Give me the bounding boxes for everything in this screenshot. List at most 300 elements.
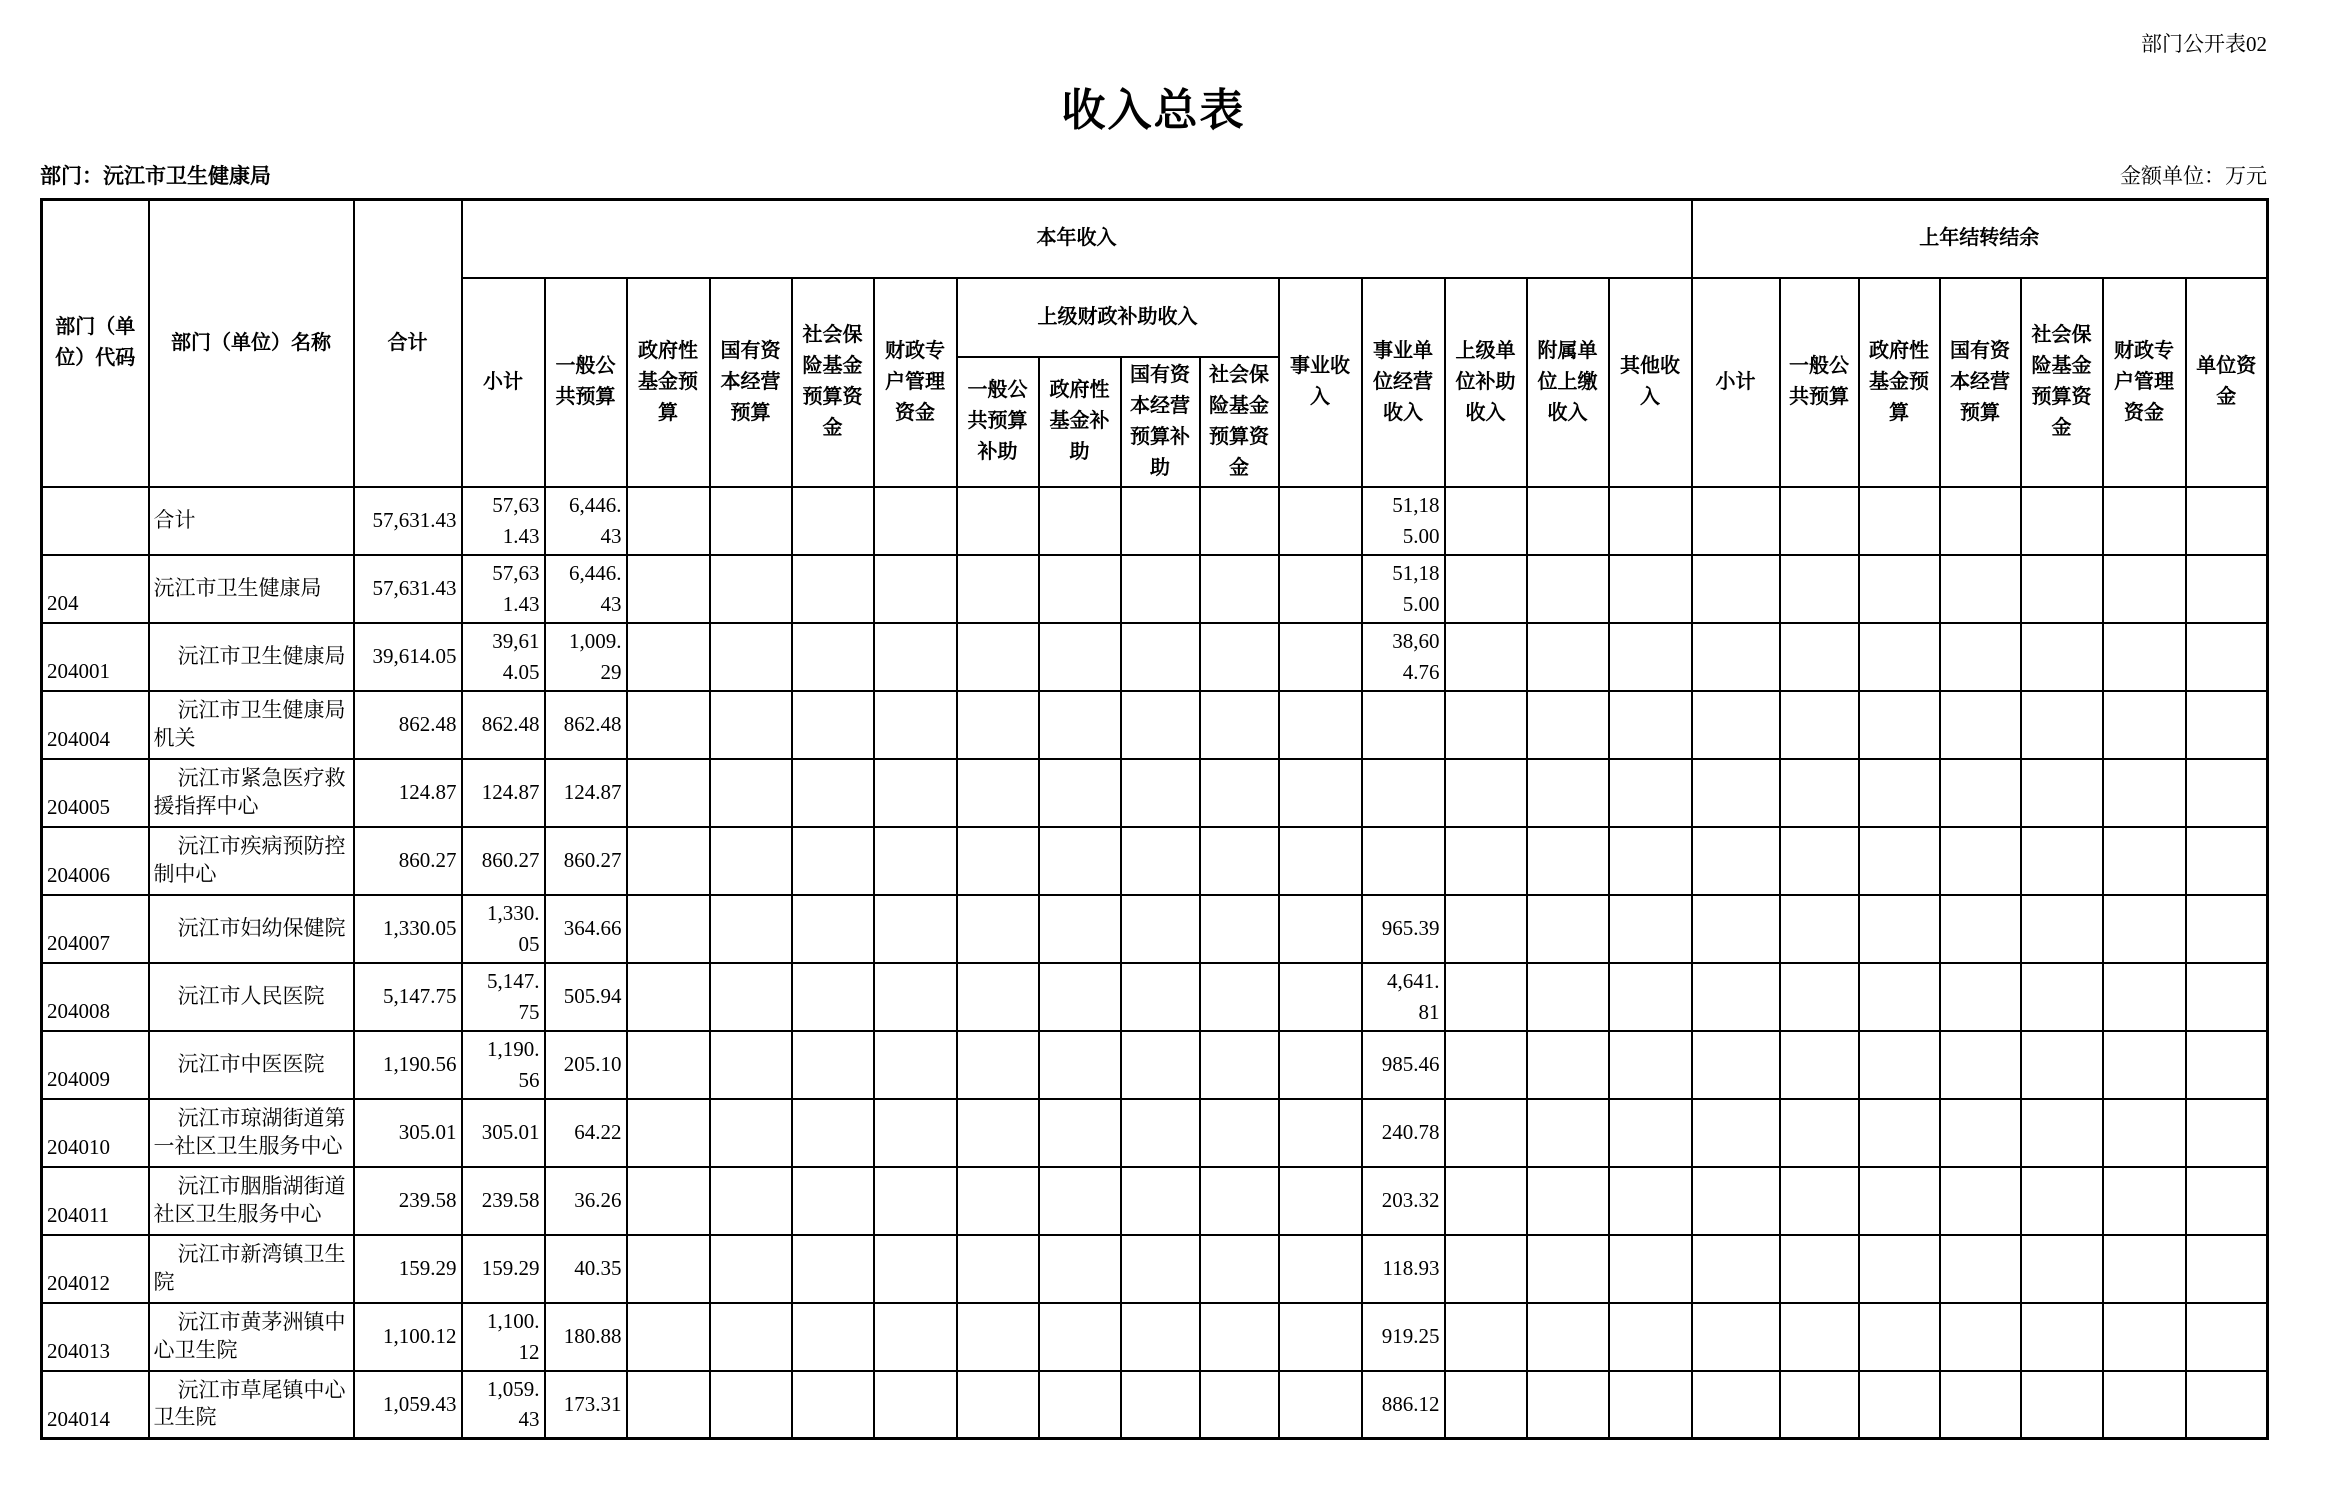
cell-sub-socins [1200,1031,1279,1099]
cell-affiliate [1527,691,1609,759]
cell-sub-general [957,1303,1039,1371]
cell-py-fiscal [2103,1031,2186,1099]
cell-cy-socins [792,1031,874,1099]
cell-py-socins [2021,759,2103,827]
cell-sub-govfund [1039,827,1121,895]
table-row [42,1235,2268,1303]
cell-cy-socins [792,895,874,963]
cell-sub-socins [1200,691,1279,759]
cell-py-statecap [1940,691,2021,759]
cell-affiliate [1527,1371,1609,1439]
cell-cy-socins [792,691,874,759]
cell-cy-fiscal [874,1235,957,1303]
col-header-sub-social-insurance-fund: 社会保险基金预算资金 [1200,357,1279,487]
cell-py-socins [2021,691,2103,759]
table-row [42,555,2268,623]
cell-sub-govfund [1039,487,1121,555]
cell-cy-general: 6,446.43 [545,487,627,555]
cell-sub-general [957,895,1039,963]
unit-name-cell: 沅江市人民医院 [149,963,354,1031]
cell-affiliate [1527,1099,1609,1167]
cell-cy-subtotal: 124.87 [462,759,545,827]
cell-py-subtotal [1692,1031,1780,1099]
cell-py-unit [2186,487,2268,555]
cell-sub-socins [1200,1099,1279,1167]
cell-py-statecap [1940,895,2021,963]
cell-service [1279,623,1362,691]
cell-operating: 51,185.00 [1362,487,1445,555]
cell-upper-unit [1445,759,1527,827]
cell-py-general [1780,759,1859,827]
unit-code-cell: 204001 [42,623,149,691]
cell-cy-govfund [627,1167,710,1235]
cell-py-statecap [1940,759,2021,827]
cell-cy-subtotal: 5,147.75 [462,963,545,1031]
cell-operating: 965.39 [1362,895,1445,963]
cell-sub-statecap [1121,1099,1200,1167]
table-row [42,895,2268,963]
cell-py-subtotal [1692,895,1780,963]
cell-py-unit [2186,555,2268,623]
cell-cy-subtotal: 305.01 [462,1099,545,1167]
col-header-sub-state-capital-subsidy: 国有资本经营预算补助 [1121,357,1200,487]
cell-cy-socins [792,759,874,827]
cell-py-subtotal [1692,827,1780,895]
cell-cy-statecap [710,1167,792,1235]
cell-total: 39,614.05 [354,623,462,691]
unit-code-cell: 204 [42,555,149,623]
cell-py-socins [2021,895,2103,963]
cell-affiliate [1527,963,1609,1031]
table-row [42,691,2268,759]
table-row [42,1167,2268,1235]
cell-cy-statecap [710,895,792,963]
cell-cy-subtotal: 239.58 [462,1167,545,1235]
cell-py-unit [2186,623,2268,691]
cell-upper-unit [1445,827,1527,895]
unit-code-cell: 204014 [42,1371,149,1439]
cell-cy-subtotal: 860.27 [462,827,545,895]
cell-py-subtotal [1692,1371,1780,1439]
col-header-unit-code: 部门（单位）代码 [42,200,149,487]
cell-py-unit [2186,1031,2268,1099]
cell-sub-general [957,487,1039,555]
col-header-affiliated-unit-income: 附属单位上缴收入 [1527,278,1609,487]
col-header-sub-gov-fund-subsidy: 政府性基金补助 [1039,357,1121,487]
cell-cy-govfund [627,555,710,623]
cell-upper-unit [1445,963,1527,1031]
col-header-py-social-insurance-fund: 社会保险基金预算资金 [2021,278,2103,487]
cell-cy-fiscal [874,1303,957,1371]
cell-cy-govfund [627,827,710,895]
unit-code-cell: 204009 [42,1031,149,1099]
cell-cy-govfund [627,759,710,827]
col-header-operating-income: 事业单位经营收入 [1362,278,1445,487]
cell-cy-fiscal [874,623,957,691]
unit-name-cell: 沅江市中医医院 [149,1031,354,1099]
cell-sub-govfund [1039,1235,1121,1303]
cell-other [1609,963,1692,1031]
cell-cy-statecap [710,827,792,895]
cell-py-general [1780,1303,1859,1371]
cell-sub-general [957,623,1039,691]
cell-total: 305.01 [354,1099,462,1167]
cell-cy-fiscal [874,1099,957,1167]
cell-py-subtotal [1692,623,1780,691]
cell-cy-general: 364.66 [545,895,627,963]
cell-py-govfund [1859,1235,1940,1303]
col-header-other-income: 其他收入 [1609,278,1692,487]
cell-total: 57,631.43 [354,487,462,555]
cell-operating: 38,604.76 [1362,623,1445,691]
table-row [42,1031,2268,1099]
cell-sub-govfund [1039,691,1121,759]
cell-py-general [1780,555,1859,623]
cell-cy-socins [792,1235,874,1303]
cell-operating: 240.78 [1362,1099,1445,1167]
cell-cy-statecap [710,487,792,555]
cell-cy-fiscal [874,895,957,963]
cell-sub-govfund [1039,759,1121,827]
cell-cy-subtotal: 862.48 [462,691,545,759]
cell-py-fiscal [2103,963,2186,1031]
cell-other [1609,1371,1692,1439]
cell-sub-statecap [1121,555,1200,623]
cell-py-statecap [1940,1235,2021,1303]
cell-cy-general: 1,009.29 [545,623,627,691]
col-header-cy-social-insurance-fund: 社会保险基金预算资金 [792,278,874,487]
cell-total: 1,190.56 [354,1031,462,1099]
unit-code-cell: 204006 [42,827,149,895]
cell-py-subtotal [1692,759,1780,827]
unit-code-cell: 204013 [42,1303,149,1371]
cell-upper-unit [1445,555,1527,623]
cell-service [1279,895,1362,963]
col-header-cy-fiscal-special-account: 财政专户管理资金 [874,278,957,487]
cell-total: 862.48 [354,691,462,759]
unit-code-cell: 204012 [42,1235,149,1303]
cell-service [1279,827,1362,895]
cell-operating: 919.25 [1362,1303,1445,1371]
cell-operating [1362,691,1445,759]
cell-upper-unit [1445,895,1527,963]
cell-py-statecap [1940,623,2021,691]
cell-cy-socins [792,963,874,1031]
cell-cy-general: 205.10 [545,1031,627,1099]
cell-cy-general: 505.94 [545,963,627,1031]
cell-sub-statecap [1121,1371,1200,1439]
cell-upper-unit [1445,1031,1527,1099]
col-header-py-gov-fund-budget: 政府性基金预算 [1859,278,1940,487]
cell-py-unit [2186,759,2268,827]
cell-sub-socins [1200,1235,1279,1303]
cell-operating: 4,641.81 [1362,963,1445,1031]
cell-py-fiscal [2103,623,2186,691]
cell-sub-govfund [1039,1167,1121,1235]
cell-affiliate [1527,1167,1609,1235]
cell-sub-statecap [1121,691,1200,759]
col-header-cy-gov-fund-budget: 政府性基金预算 [627,278,710,487]
cell-cy-subtotal: 159.29 [462,1235,545,1303]
cell-other [1609,759,1692,827]
cell-py-govfund [1859,759,1940,827]
cell-sub-general [957,1371,1039,1439]
cell-py-fiscal [2103,555,2186,623]
col-header-cy-subtotal: 小计 [462,278,545,487]
unit-code-cell [42,487,149,555]
unit-name-cell: 沅江市卫生健康局 [149,623,354,691]
department-label: 部门：沅江市卫生健康局 [40,164,271,188]
cell-sub-general [957,691,1039,759]
cell-py-fiscal [2103,487,2186,555]
cell-upper-unit [1445,1167,1527,1235]
cell-py-subtotal [1692,691,1780,759]
cell-py-statecap [1940,1167,2021,1235]
cell-cy-subtotal: 1,330.05 [462,895,545,963]
unit-name-cell: 沅江市卫生健康局 [149,555,354,623]
cell-cy-general: 860.27 [545,827,627,895]
unit-name-cell: 沅江市卫生健康局机关 [149,691,354,759]
cell-py-unit [2186,691,2268,759]
cell-service [1279,1303,1362,1371]
cell-py-unit [2186,1303,2268,1371]
cell-py-govfund [1859,1031,1940,1099]
col-header-sub-general-budget-subsidy: 一般公共预算补助 [957,357,1039,487]
cell-py-statecap [1940,1031,2021,1099]
cell-sub-socins [1200,555,1279,623]
cell-cy-subtotal: 1,100.12 [462,1303,545,1371]
unit-name-cell: 沅江市疾病预防控制中心 [149,827,354,895]
cell-sub-statecap [1121,487,1200,555]
cell-total: 1,330.05 [354,895,462,963]
cell-cy-govfund [627,691,710,759]
cell-py-statecap [1940,1099,2021,1167]
cell-cy-govfund [627,1303,710,1371]
cell-service [1279,1371,1362,1439]
cell-cy-statecap [710,623,792,691]
group-header-prior-year-carryover: 上年结转结余 [1692,200,2268,278]
cell-cy-subtotal: 39,614.05 [462,623,545,691]
cell-other [1609,1099,1692,1167]
cell-py-socins [2021,487,2103,555]
cell-total: 159.29 [354,1235,462,1303]
cell-py-govfund [1859,963,1940,1031]
cell-py-unit [2186,963,2268,1031]
cell-upper-unit [1445,1099,1527,1167]
unit-name-cell: 沅江市紧急医疗救援指挥中心 [149,759,354,827]
cell-py-general [1780,691,1859,759]
cell-cy-statecap [710,1371,792,1439]
cell-sub-socins [1200,1371,1279,1439]
unit-code-cell: 204005 [42,759,149,827]
cell-operating [1362,827,1445,895]
cell-py-fiscal [2103,1303,2186,1371]
cell-sub-socins [1200,623,1279,691]
cell-py-socins [2021,1167,2103,1235]
cell-sub-statecap [1121,895,1200,963]
cell-cy-govfund [627,623,710,691]
cell-cy-general: 40.35 [545,1235,627,1303]
cell-total: 860.27 [354,827,462,895]
cell-service [1279,1235,1362,1303]
cell-other [1609,1031,1692,1099]
cell-sub-statecap [1121,963,1200,1031]
cell-cy-statecap [710,555,792,623]
cell-other [1609,1235,1692,1303]
cell-total: 239.58 [354,1167,462,1235]
cell-total: 1,100.12 [354,1303,462,1371]
table-row [42,1371,2268,1439]
cell-py-socins [2021,827,2103,895]
cell-affiliate [1527,623,1609,691]
cell-py-subtotal [1692,1303,1780,1371]
cell-py-statecap [1940,827,2021,895]
cell-py-general [1780,487,1859,555]
cell-sub-general [957,963,1039,1031]
cell-upper-unit [1445,691,1527,759]
cell-py-statecap [1940,487,2021,555]
cell-sub-govfund [1039,623,1121,691]
cell-py-socins [2021,1099,2103,1167]
cell-sub-general [957,827,1039,895]
cell-service [1279,691,1362,759]
cell-upper-unit [1445,1371,1527,1439]
cell-cy-fiscal [874,487,957,555]
table-row [42,487,2268,555]
cell-cy-general: 36.26 [545,1167,627,1235]
cell-cy-statecap [710,1031,792,1099]
cell-sub-general [957,555,1039,623]
cell-cy-fiscal [874,827,957,895]
cell-py-unit [2186,827,2268,895]
cell-affiliate [1527,1303,1609,1371]
table-row [42,1303,2268,1371]
cell-cy-subtotal: 1,059.43 [462,1371,545,1439]
cell-other [1609,1167,1692,1235]
cell-sub-socins [1200,827,1279,895]
cell-py-fiscal [2103,1167,2186,1235]
cell-sub-govfund [1039,963,1121,1031]
income-summary-table [40,198,2269,1440]
unit-name-cell: 沅江市胭脂湖街道社区卫生服务中心 [149,1167,354,1235]
cell-py-unit [2186,1099,2268,1167]
cell-py-socins [2021,1371,2103,1439]
cell-py-govfund [1859,1167,1940,1235]
cell-py-fiscal [2103,827,2186,895]
cell-cy-govfund [627,1371,710,1439]
cell-cy-statecap [710,963,792,1031]
cell-cy-fiscal [874,691,957,759]
unit-code-cell: 204007 [42,895,149,963]
table-row [42,623,2268,691]
cell-py-govfund [1859,487,1940,555]
cell-py-unit [2186,1235,2268,1303]
cell-py-govfund [1859,1099,1940,1167]
cell-other [1609,555,1692,623]
col-header-cy-state-capital-budget: 国有资本经营预算 [710,278,792,487]
cell-py-subtotal [1692,1099,1780,1167]
cell-py-statecap [1940,1371,2021,1439]
cell-py-fiscal [2103,1371,2186,1439]
cell-affiliate [1527,895,1609,963]
cell-sub-govfund [1039,1303,1121,1371]
cell-cy-socins [792,1371,874,1439]
cell-cy-statecap [710,1099,792,1167]
cell-py-fiscal [2103,1235,2186,1303]
cell-cy-general: 64.22 [545,1099,627,1167]
cell-py-general [1780,895,1859,963]
cell-cy-general: 6,446.43 [545,555,627,623]
cell-service [1279,1099,1362,1167]
cell-upper-unit [1445,623,1527,691]
cell-other [1609,1303,1692,1371]
cell-py-socins [2021,1235,2103,1303]
unit-name-cell: 合计 [149,487,354,555]
unit-code-cell: 204010 [42,1099,149,1167]
cell-sub-general [957,1099,1039,1167]
cell-sub-general [957,1031,1039,1099]
cell-total: 57,631.43 [354,555,462,623]
cell-total: 124.87 [354,759,462,827]
cell-cy-subtotal: 1,190.56 [462,1031,545,1099]
cell-py-general [1780,1031,1859,1099]
cell-service [1279,555,1362,623]
cell-sub-socins [1200,487,1279,555]
table-row [42,759,2268,827]
cell-py-general [1780,1099,1859,1167]
cell-py-fiscal [2103,759,2186,827]
cell-cy-statecap [710,1235,792,1303]
cell-sub-general [957,759,1039,827]
cell-py-govfund [1859,827,1940,895]
cell-sub-socins [1200,1303,1279,1371]
table-header [42,200,2268,487]
cell-py-general [1780,1167,1859,1235]
cell-cy-socins [792,623,874,691]
group-header-current-year-income: 本年收入 [462,200,1692,278]
unit-name-cell: 沅江市草尾镇中心卫生院 [149,1371,354,1439]
cell-upper-unit [1445,1303,1527,1371]
col-header-total: 合计 [354,200,462,487]
unit-code-cell: 204004 [42,691,149,759]
cell-py-unit [2186,1167,2268,1235]
cell-py-general [1780,1235,1859,1303]
cell-py-general [1780,963,1859,1031]
cell-cy-subtotal: 57,631.43 [462,555,545,623]
cell-sub-socins [1200,895,1279,963]
cell-cy-govfund [627,963,710,1031]
table-meta-row [40,160,2267,190]
cell-service [1279,759,1362,827]
cell-sub-govfund [1039,1099,1121,1167]
cell-operating: 118.93 [1362,1235,1445,1303]
unit-code-cell: 204008 [42,963,149,1031]
cell-sub-statecap [1121,827,1200,895]
cell-affiliate [1527,827,1609,895]
page-title: 收入总表 [1061,86,1246,135]
cell-py-socins [2021,623,2103,691]
cell-sub-statecap [1121,1167,1200,1235]
cell-total: 1,059.43 [354,1371,462,1439]
cell-sub-govfund [1039,895,1121,963]
cell-cy-socins [792,555,874,623]
cell-py-statecap [1940,1303,2021,1371]
cell-py-unit [2186,1371,2268,1439]
cell-sub-statecap [1121,1031,1200,1099]
cell-py-govfund [1859,1371,1940,1439]
col-header-py-fiscal-special-account: 财政专户管理资金 [2103,278,2186,487]
cell-cy-socins [792,1167,874,1235]
